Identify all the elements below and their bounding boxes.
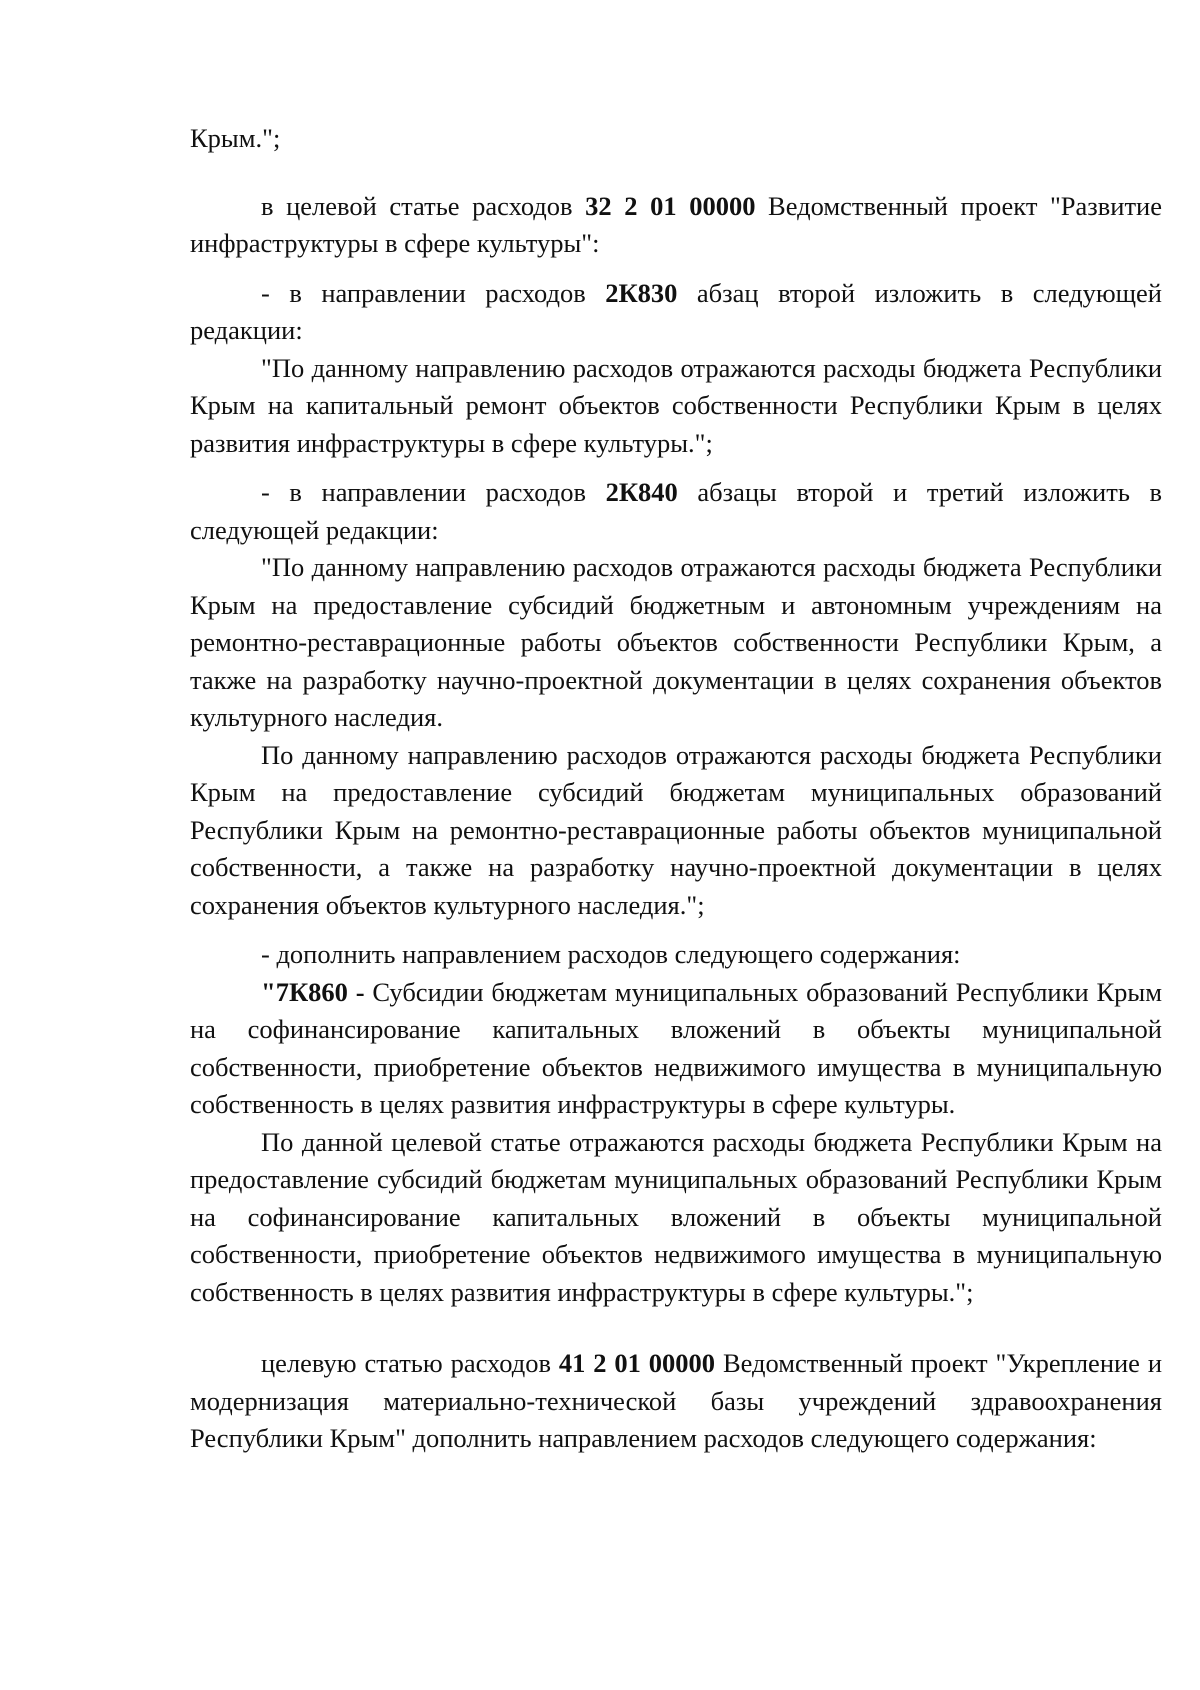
expense-code: 32 2 01 00000 <box>585 190 756 221</box>
expense-code: 2К840 <box>605 477 678 507</box>
expense-code: "7К860 - <box>261 976 365 1007</box>
paragraph-2 <box>190 188 1162 263</box>
paragraph-7 <box>190 737 1162 925</box>
text: - в направлении расходов <box>261 277 606 308</box>
paragraph-3 <box>190 275 1162 350</box>
text: в целевой статье расходов <box>261 190 586 221</box>
text: "По данному направлению расходов отражаются расходы бюджета Республики Крым на предоставление субсидий бюджетным и автономным учреждениям на ремонтно-реставрационные работы объектов собственности Республики Крым, а также на разработку научно-проектной документации в целях сохранения объектов культурного наследия. <box>190 552 1162 732</box>
text: - в направлении расходов <box>261 477 606 507</box>
text: По данному направлению расходов отражаются расходы бюджета Республики Крым на предоставление субсидий бюджетам муниципальных образований Республики Крым на ремонтно-реставрационные работы объектов муниципальной собственности, а также на разработку научно-проектной документации в целях сохранения объектов культурного наследия."; <box>190 739 1162 920</box>
text: По данной целевой статье отражаются расходы бюджета Республики Крым на предоставление субсидий бюджетам муниципальных образований Республики Крым на софинансирование капитальных вложений в объекты муниципальной собственности, приобретение объектов недвижимого имущества в муниципальную собственность в целях развития инфраструктуры в сфере культуры."; <box>190 1126 1162 1307</box>
text: Ведомственный проект "Укрепление и модернизация материально-технической базы учреждений здравоохранения Республики Крым" дополнить направлением расходов следующего содержания: <box>190 1348 1163 1453</box>
paragraph-8 <box>190 936 1162 974</box>
expense-code: 41 2 01 00000 <box>558 1348 716 1378</box>
paragraph-10 <box>190 1124 1162 1312</box>
text: Ведомственный проект "Развитие инфраструктуры в сфере культуры": <box>190 190 1162 258</box>
text: "По данному направлению расходов отражаются расходы бюджета Республики Крым на капитальный ремонт объектов собственности Республики Крым в целях развития инфраструктуры в сфере культуры."; <box>190 352 1162 458</box>
text: Субсидии бюджетам муниципальных образований Республики Крым на софинансирование капитальных вложений в объекты муниципальной собственности, приобретение объектов недвижимого имущества в муниципальную собственность в целях развития инфраструктуры в сфере культуры. <box>190 976 1162 1119</box>
expense-code: 2К830 <box>605 277 678 308</box>
paragraph-11 <box>190 1345 1162 1458</box>
paragraph-1 <box>190 120 1162 158</box>
text: абзац второй изложить в следующей редакции: <box>190 277 1162 345</box>
text: - дополнить направлением расходов следующего содержания: <box>261 939 961 969</box>
paragraph-6 <box>190 549 1162 737</box>
paragraph-4 <box>190 350 1162 463</box>
document-page <box>190 120 1162 1458</box>
paragraph-5 <box>190 474 1162 549</box>
paragraph-9 <box>190 974 1162 1124</box>
text: абзацы второй и третий изложить в следующей редакции: <box>190 477 1163 545</box>
text: целевую статью расходов <box>261 1348 559 1378</box>
text: Крым."; <box>190 123 281 153</box>
